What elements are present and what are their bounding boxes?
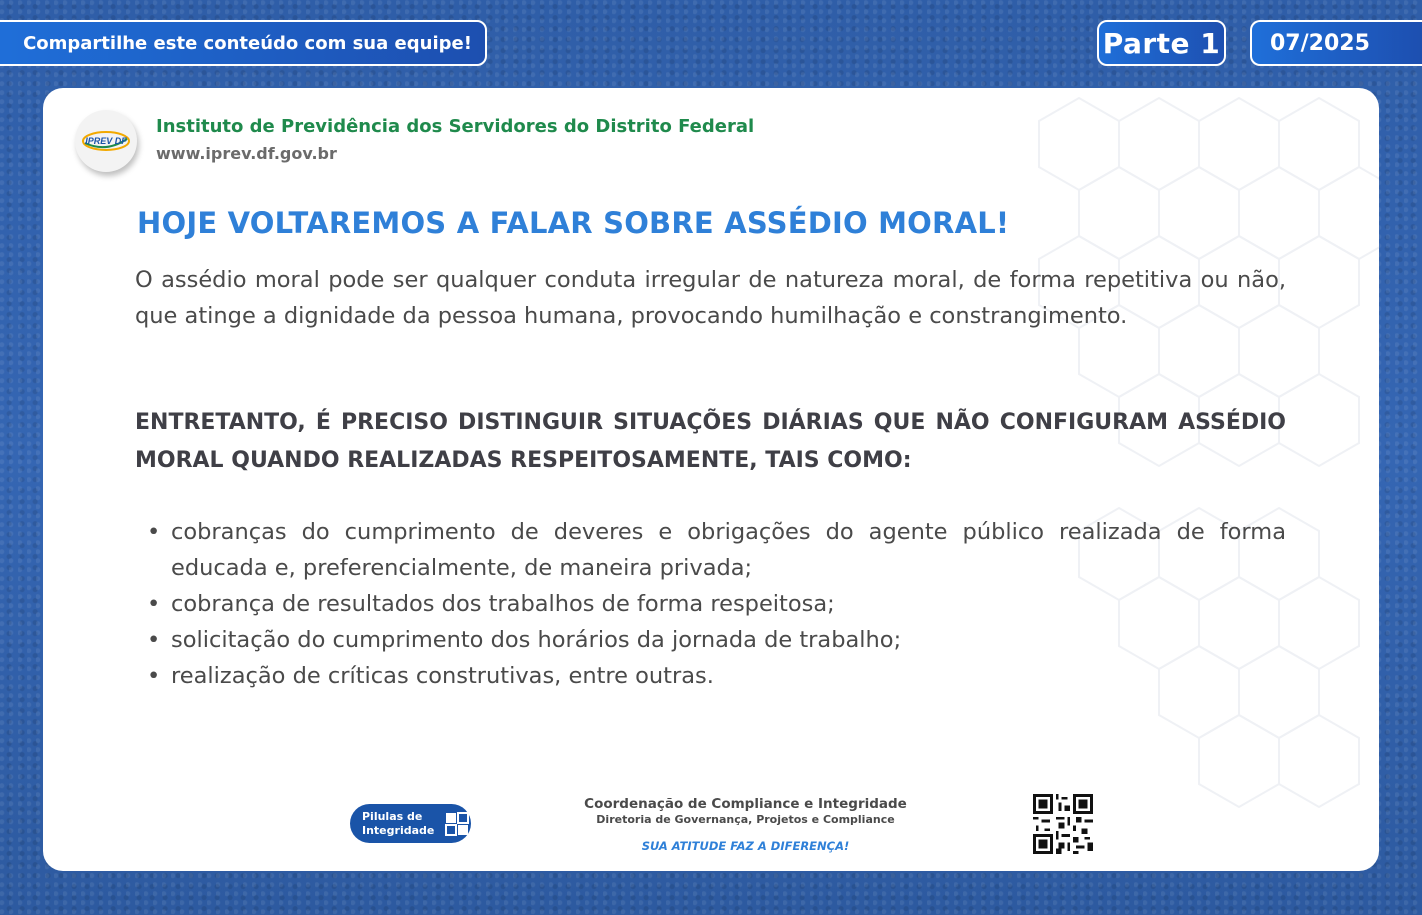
pilulas-integridade-logo <box>350 804 471 843</box>
list-item: • cobrança de resultados dos trabalhos de forma respeitosa; <box>135 586 1286 622</box>
organization-name: Instituto de Previdência dos Servidores do Distrito Federal <box>156 116 755 137</box>
share-label: Compartilhe este conteúdo com sua equipe! <box>23 32 472 54</box>
program-line-2: Integridade <box>362 823 435 837</box>
footer-credits <box>573 796 918 853</box>
coordination-name: Coordenação de Compliance e Integridade <box>584 796 907 812</box>
iprev-logo <box>75 110 137 172</box>
program-line-1: Pilulas de <box>362 809 423 823</box>
part-label: Parte 1 <box>1102 26 1221 60</box>
puzzle-icon <box>444 811 470 837</box>
list-item: • realização de críticas construtivas, entre outras. <box>135 658 1286 694</box>
iprev-logo-mark <box>81 129 131 153</box>
slogan: SUA ATITUDE FAZ A DIFERENÇA! <box>641 839 850 853</box>
date-label: 07/2025 <box>1270 30 1370 56</box>
intro-paragraph: O assédio moral pode ser qualquer conduta irregular de natureza moral, de forma repetitiva ou não, que atinge a dignidade da pessoa humana, provocando humilhação e constrangimento. <box>135 267 1286 329</box>
part-badge <box>1097 20 1226 66</box>
qr-code[interactable] <box>1033 794 1093 854</box>
logo-text: IPREV DF <box>85 136 127 146</box>
date-badge <box>1250 20 1422 66</box>
organization-website[interactable]: www.iprev.df.gov.br <box>156 144 337 163</box>
directorate-name: Diretoria de Governança, Projetos e Compliance <box>596 813 895 826</box>
list-item: • cobranças do cumprimento de deveres e obrigações do agente público realizada de forma educada e, preferencialmente, de maneira privada; <box>135 514 1286 586</box>
emphasis-paragraph: ENTRETANTO, É PRECISO DISTINGUIR SITUAÇÕES DIÁRIAS QUE NÃO CONFIGURAM ASSÉDIO MORAL QUANDO REALIZADAS RESPEITOSAMENTE, TAIS COMO: <box>135 410 1286 473</box>
headline: HOJE VOLTAREMOS A FALAR SOBRE ASSÉDIO MORAL! <box>137 206 1010 240</box>
examples-list <box>135 514 1286 694</box>
share-banner <box>0 20 487 66</box>
list-item: • solicitação do cumprimento dos horários da jornada de trabalho; <box>135 622 1286 658</box>
content-card <box>43 88 1379 871</box>
